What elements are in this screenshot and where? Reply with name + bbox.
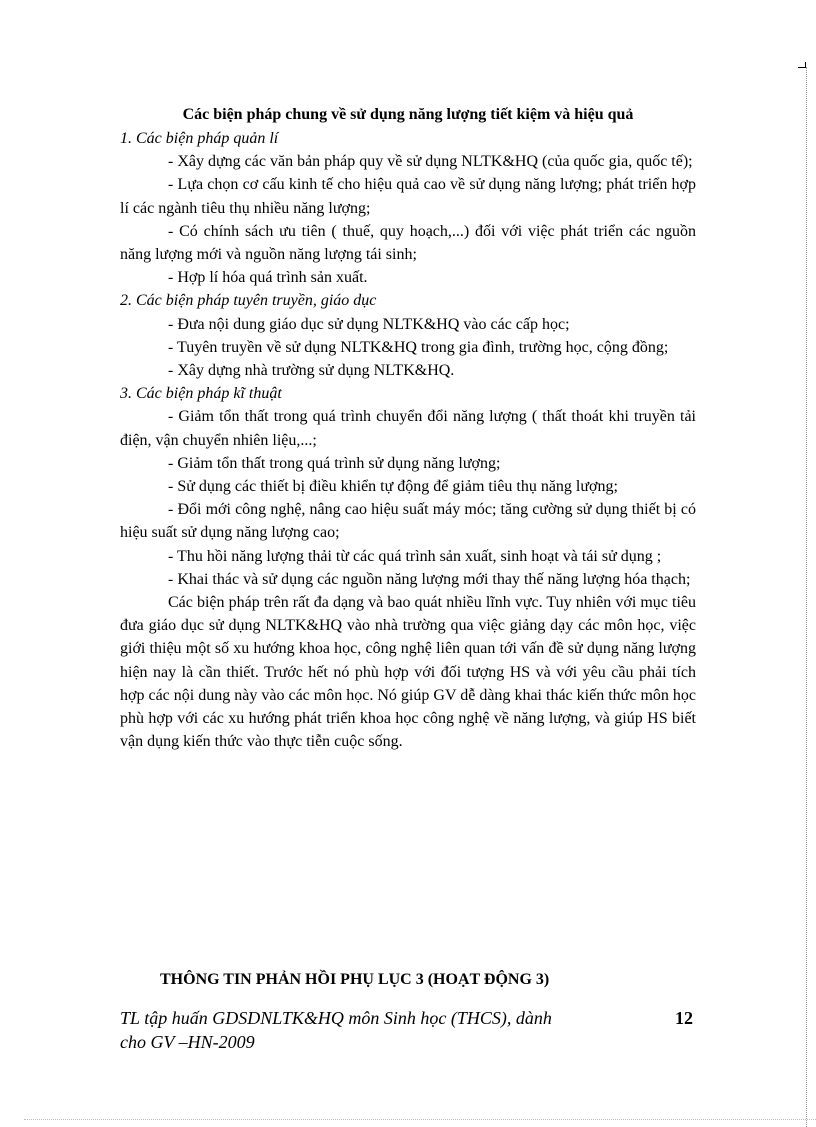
document-title: Các biện pháp chung về sử dụng năng lượng tiết kiệm và hiệu quả (182, 106, 634, 123)
section-heading-technical: 3. Các biện pháp kĩ thuật (120, 385, 282, 403)
list-item: - Khai thác và sử dụng các nguồn năng lượng mới thay thế năng lượng hóa thạch; (168, 570, 691, 588)
section-heading-management: 1. Các biện pháp quản lí (120, 130, 279, 147)
page-right-border (806, 67, 807, 1127)
list-item: - Tuyên truyền về sử dụng NLTK&HQ trong gia đình, trường học, cộng đồng; (168, 338, 669, 356)
section-heading-education: 2. Các biện pháp tuyên truyền, giáo dục (120, 292, 377, 310)
list-item: - Sử dụng các thiết bị điều khiển tự động để giảm tiêu thụ năng lượng; (168, 478, 618, 496)
feedback-heading: THÔNG TIN PHẢN HỒI PHỤ LỤC 3 (HOẠT ĐỘNG 3) (160, 971, 550, 988)
list-item: - Giảm tổn thất trong quá trình chuyển đổi năng lượng ( thất thoát khi truyền tải điện, vận chuyển nhiên liệu,...; (120, 408, 696, 449)
list-item: - Đưa nội dung giáo dục sử dụng NLTK&HQ vào các cấp học; (168, 315, 570, 333)
list-item: - Lựa chọn cơ cấu kinh tế cho hiệu quả cao về sử dụng năng lượng; phát triển hợp lí các ngành tiêu thụ nhiều năng lượng; (120, 176, 696, 217)
document-body (120, 127, 696, 753)
list-item: - Có chính sách ưu tiên ( thuế, quy hoạch,...) đối với việc phát triển các nguồn năng lượng mới và nguồn năng lượng tái sinh; (120, 222, 696, 264)
conclusion-paragraph: Các biện pháp trên rất đa dạng và bao quát nhiều lĩnh vực. Tuy nhiên với mục tiêu đưa giáo dục sử dụng NLTK&HQ vào nhà trường qua việc giảng dạy các môn học, việc giới thiệu một số xu hướng khoa học, công nghệ liên quan tới vấn đề sử dụng năng lượng hiện nay là cần thiết. Trước hết nó phù hợp với đối tượng HS và với yêu cầu phải tích hợp các nội dung này vào các môn học. Nó giúp GV dễ dàng khai thác kiến thức môn học phù hợp với các xu hướng phát triển khoa học công nghệ về năng lượng, và giúp HS biết vận dụng kiến thức vào thực tiễn cuộc sống. (120, 594, 696, 751)
list-item: - Đổi mới công nghệ, nâng cao hiệu suất máy móc; tăng cường sử dụng thiết bị có hiệu suất sử dụng năng lượng cao; (120, 501, 696, 542)
list-item: - Giảm tổn thất trong quá trình sử dụng năng lượng; (168, 454, 501, 472)
list-item: - Thu hồi năng lượng thải từ các quá trình sản xuất, sinh hoạt và tái sử dụng ; (168, 547, 662, 565)
list-item: - Hợp lí hóa quá trình sản xuất. (168, 269, 368, 287)
list-item: - Xây dựng các văn bản pháp quy về sử dụng NLTK&HQ (của quốc gia, quốc tế); (168, 153, 693, 171)
footer-note: TL tập huấn GDSDNLTK&HQ môn Sinh học (THCS), dành cho GV –HN-2009 (120, 1008, 552, 1052)
page-number: 12 (675, 1008, 693, 1028)
list-item: - Xây dựng nhà trường sử dụng NLTK&HQ. (168, 362, 455, 380)
page-bottom-border (24, 1119, 816, 1120)
page-corner-mark-horizontal (798, 67, 806, 68)
